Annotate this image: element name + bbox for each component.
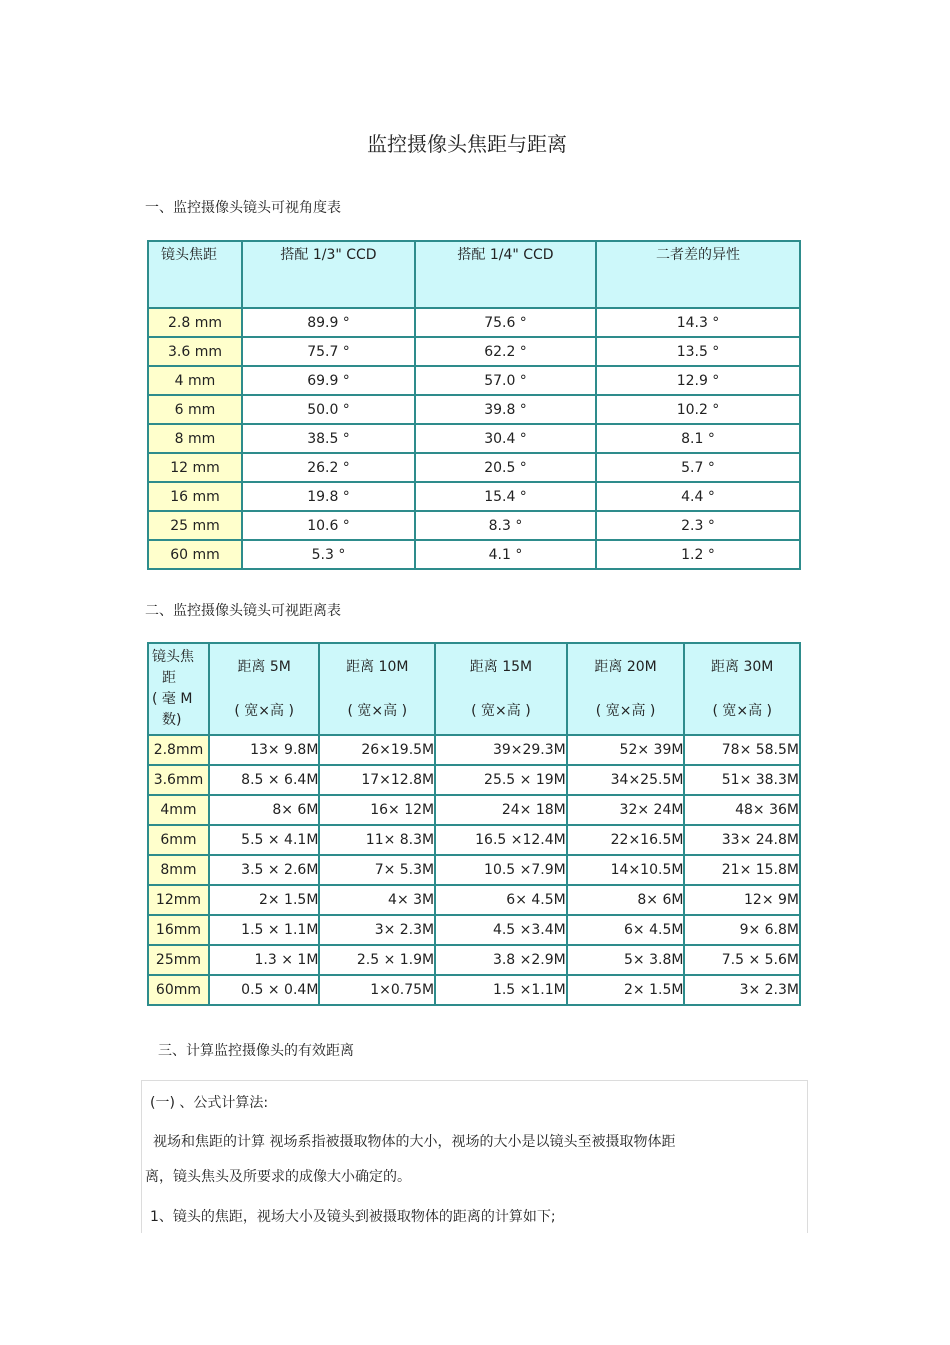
angle-cell: 15.4 ° [415, 482, 596, 511]
focal-length-cell: 12mm [148, 885, 209, 915]
distance-cell: 17×12.8M [319, 765, 435, 795]
header-distance: 距离 30M [711, 659, 774, 675]
angle-cell: 50.0 ° [242, 395, 415, 424]
viewing-angle-table [147, 240, 801, 570]
focal-length-cell: 60 mm [148, 540, 242, 569]
distance-cell: 6× 4.5M [567, 915, 685, 945]
distance-cell: 24× 18M [435, 795, 567, 825]
distance-cell: 2× 1.5M [567, 975, 685, 1005]
focal-length-cell: 3.6 mm [148, 337, 242, 366]
distance-cell: 4.5 ×3.4M [435, 915, 567, 945]
focal-length-cell: 4mm [148, 795, 209, 825]
header-sub: ( 宽×高 ) [234, 703, 294, 719]
angle-cell: 38.5 ° [242, 424, 415, 453]
paragraph: 视场和焦距的计算 视场系指被摄取物体的大小，视场的大小是以镜头至被摄取物体距 [153, 1134, 676, 1150]
distance-cell: 34×25.5M [567, 765, 685, 795]
distance-cell: 8.5 × 6.4M [209, 765, 319, 795]
distance-cell: 4× 3M [319, 885, 435, 915]
angle-cell: 14.3 ° [596, 308, 800, 337]
table-header-row [148, 241, 800, 308]
header-distance: 距离 15M [469, 659, 533, 675]
distance-cell: 3× 2.3M [684, 975, 800, 1005]
angle-cell: 8.3 ° [415, 511, 596, 540]
angle-cell: 13.5 ° [596, 337, 800, 366]
distance-cell: 1.5 ×1.1M [435, 975, 567, 1005]
header-cell [435, 643, 567, 735]
focal-length-cell: 6mm [148, 825, 209, 855]
table-row [148, 915, 800, 945]
distance-cell: 48× 36M [684, 795, 800, 825]
viewing-distance-table [147, 642, 801, 1006]
table-row [148, 366, 800, 395]
header-sub: ( 宽×高 ) [347, 703, 408, 719]
paragraph-continued: 离，镜头焦头及所要求的成像大小确定的。 [145, 1169, 411, 1185]
header-sub: ( 宽×高 ) [595, 703, 656, 719]
angle-cell: 4.4 ° [596, 482, 800, 511]
focal-length-cell: 2.8mm [148, 735, 209, 765]
distance-cell: 32× 24M [567, 795, 685, 825]
table-header-row [148, 643, 800, 735]
table-row [148, 482, 800, 511]
distance-cell: 10.5 ×7.9M [435, 855, 567, 885]
table-row [148, 945, 800, 975]
angle-cell: 20.5 ° [415, 453, 596, 482]
table-row [148, 765, 800, 795]
distance-cell: 22×16.5M [567, 825, 685, 855]
distance-cell: 78× 58.5M [684, 735, 800, 765]
header-line: 数) [162, 712, 182, 728]
angle-cell: 89.9 ° [242, 308, 415, 337]
distance-cell: 7.5 × 5.6M [684, 945, 800, 975]
header-cell [319, 643, 435, 735]
distance-cell: 3× 2.3M [319, 915, 435, 945]
section2-heading: 二、监控摄像头镜头可视距离表 [145, 603, 341, 619]
angle-cell: 5.7 ° [596, 453, 800, 482]
header-cell: 搭配 1/3" CCD [242, 241, 415, 308]
table-row [148, 885, 800, 915]
angle-cell: 10.2 ° [596, 395, 800, 424]
distance-cell: 25.5 × 19M [435, 765, 567, 795]
header-distance: 距离 20M [594, 659, 657, 675]
angle-cell: 4.1 ° [415, 540, 596, 569]
distance-cell: 26×19.5M [319, 735, 435, 765]
focal-length-cell: 2.8 mm [148, 308, 242, 337]
table-row [148, 511, 800, 540]
distance-cell: 8× 6M [567, 885, 685, 915]
angle-cell: 57.0 ° [415, 366, 596, 395]
table-row [148, 975, 800, 1005]
page-title: 监控摄像头焦距与距离 [367, 132, 567, 156]
table-row [148, 735, 800, 765]
header-cell [209, 643, 319, 735]
angle-cell: 75.6 ° [415, 308, 596, 337]
angle-cell: 30.4 ° [415, 424, 596, 453]
header-cell: 搭配 1/4" CCD [415, 241, 596, 308]
table-row [148, 855, 800, 885]
focal-length-cell: 60mm [148, 975, 209, 1005]
angle-cell: 10.6 ° [242, 511, 415, 540]
focal-length-cell: 4 mm [148, 366, 242, 395]
distance-cell: 1×0.75M [319, 975, 435, 1005]
section1-heading: 一、监控摄像头镜头可视角度表 [145, 200, 341, 216]
angle-cell: 12.9 ° [596, 366, 800, 395]
distance-cell: 2× 1.5M [209, 885, 319, 915]
focal-length-cell: 12 mm [148, 453, 242, 482]
header-line: ( 毫 M [152, 691, 193, 707]
header-distance: 距离 10M [346, 659, 409, 675]
distance-cell: 7× 5.3M [319, 855, 435, 885]
header-cell: 二者差的异性 [596, 241, 800, 308]
distance-cell: 8× 6M [209, 795, 319, 825]
angle-cell: 8.1 ° [596, 424, 800, 453]
distance-cell: 13× 9.8M [209, 735, 319, 765]
angle-cell: 26.2 ° [242, 453, 415, 482]
distance-cell: 0.5 × 0.4M [209, 975, 319, 1005]
distance-cell: 52× 39M [567, 735, 685, 765]
section3-heading: 三、计算监控摄像头的有效距离 [158, 1043, 354, 1059]
distance-cell: 5× 3.8M [567, 945, 685, 975]
angle-cell: 19.8 ° [242, 482, 415, 511]
distance-cell: 16× 12M [319, 795, 435, 825]
distance-cell: 14×10.5M [567, 855, 685, 885]
focal-length-cell: 6 mm [148, 395, 242, 424]
focal-length-cell: 16 mm [148, 482, 242, 511]
table-row [148, 395, 800, 424]
distance-cell: 33× 24.8M [684, 825, 800, 855]
table-row [148, 795, 800, 825]
distance-cell: 16.5 ×12.4M [435, 825, 567, 855]
distance-cell: 6× 4.5M [435, 885, 567, 915]
distance-cell: 12× 9M [684, 885, 800, 915]
distance-cell: 3.8 ×2.9M [435, 945, 567, 975]
angle-cell: 5.3 ° [242, 540, 415, 569]
focal-length-cell: 8 mm [148, 424, 242, 453]
angle-cell: 1.2 ° [596, 540, 800, 569]
focal-length-cell: 25mm [148, 945, 209, 975]
table-row [148, 308, 800, 337]
distance-cell: 3.5 × 2.6M [209, 855, 319, 885]
distance-cell: 1.3 × 1M [209, 945, 319, 975]
distance-cell: 11× 8.3M [319, 825, 435, 855]
distance-cell: 5.5 × 4.1M [209, 825, 319, 855]
angle-cell: 75.7 ° [242, 337, 415, 366]
sub-heading: (一) 、公式计算法: [150, 1095, 269, 1111]
header-sub: ( 宽×高 ) [471, 703, 531, 719]
header-cell [567, 643, 685, 735]
angle-cell: 2.3 ° [596, 511, 800, 540]
distance-cell: 9× 6.8M [684, 915, 800, 945]
table-row [148, 540, 800, 569]
header-line: 距 [162, 670, 176, 686]
header-distance: 距离 5M [237, 659, 291, 675]
focal-length-cell: 25 mm [148, 511, 242, 540]
list-item: 1、镜头的焦距，视场大小及镜头到被摄取物体的距离的计算如下; [150, 1209, 556, 1225]
focal-length-cell: 3.6mm [148, 765, 209, 795]
focal-length-cell: 16mm [148, 915, 209, 945]
header-line: 镜头焦 [152, 649, 194, 665]
focal-length-cell: 8mm [148, 855, 209, 885]
distance-cell: 39×29.3M [435, 735, 567, 765]
table-row [148, 453, 800, 482]
header-cell-focal [148, 643, 209, 735]
angle-cell: 69.9 ° [242, 366, 415, 395]
table-row [148, 424, 800, 453]
distance-cell: 2.5 × 1.9M [319, 945, 435, 975]
header-cell [684, 643, 800, 735]
angle-cell: 39.8 ° [415, 395, 596, 424]
distance-cell: 51× 38.3M [684, 765, 800, 795]
angle-cell: 62.2 ° [415, 337, 596, 366]
distance-cell: 21× 15.8M [684, 855, 800, 885]
distance-cell: 1.5 × 1.1M [209, 915, 319, 945]
table-row [148, 825, 800, 855]
header-cell: 镜头焦距 [148, 241, 242, 308]
table-row [148, 337, 800, 366]
header-sub: ( 宽×高 ) [712, 703, 772, 719]
